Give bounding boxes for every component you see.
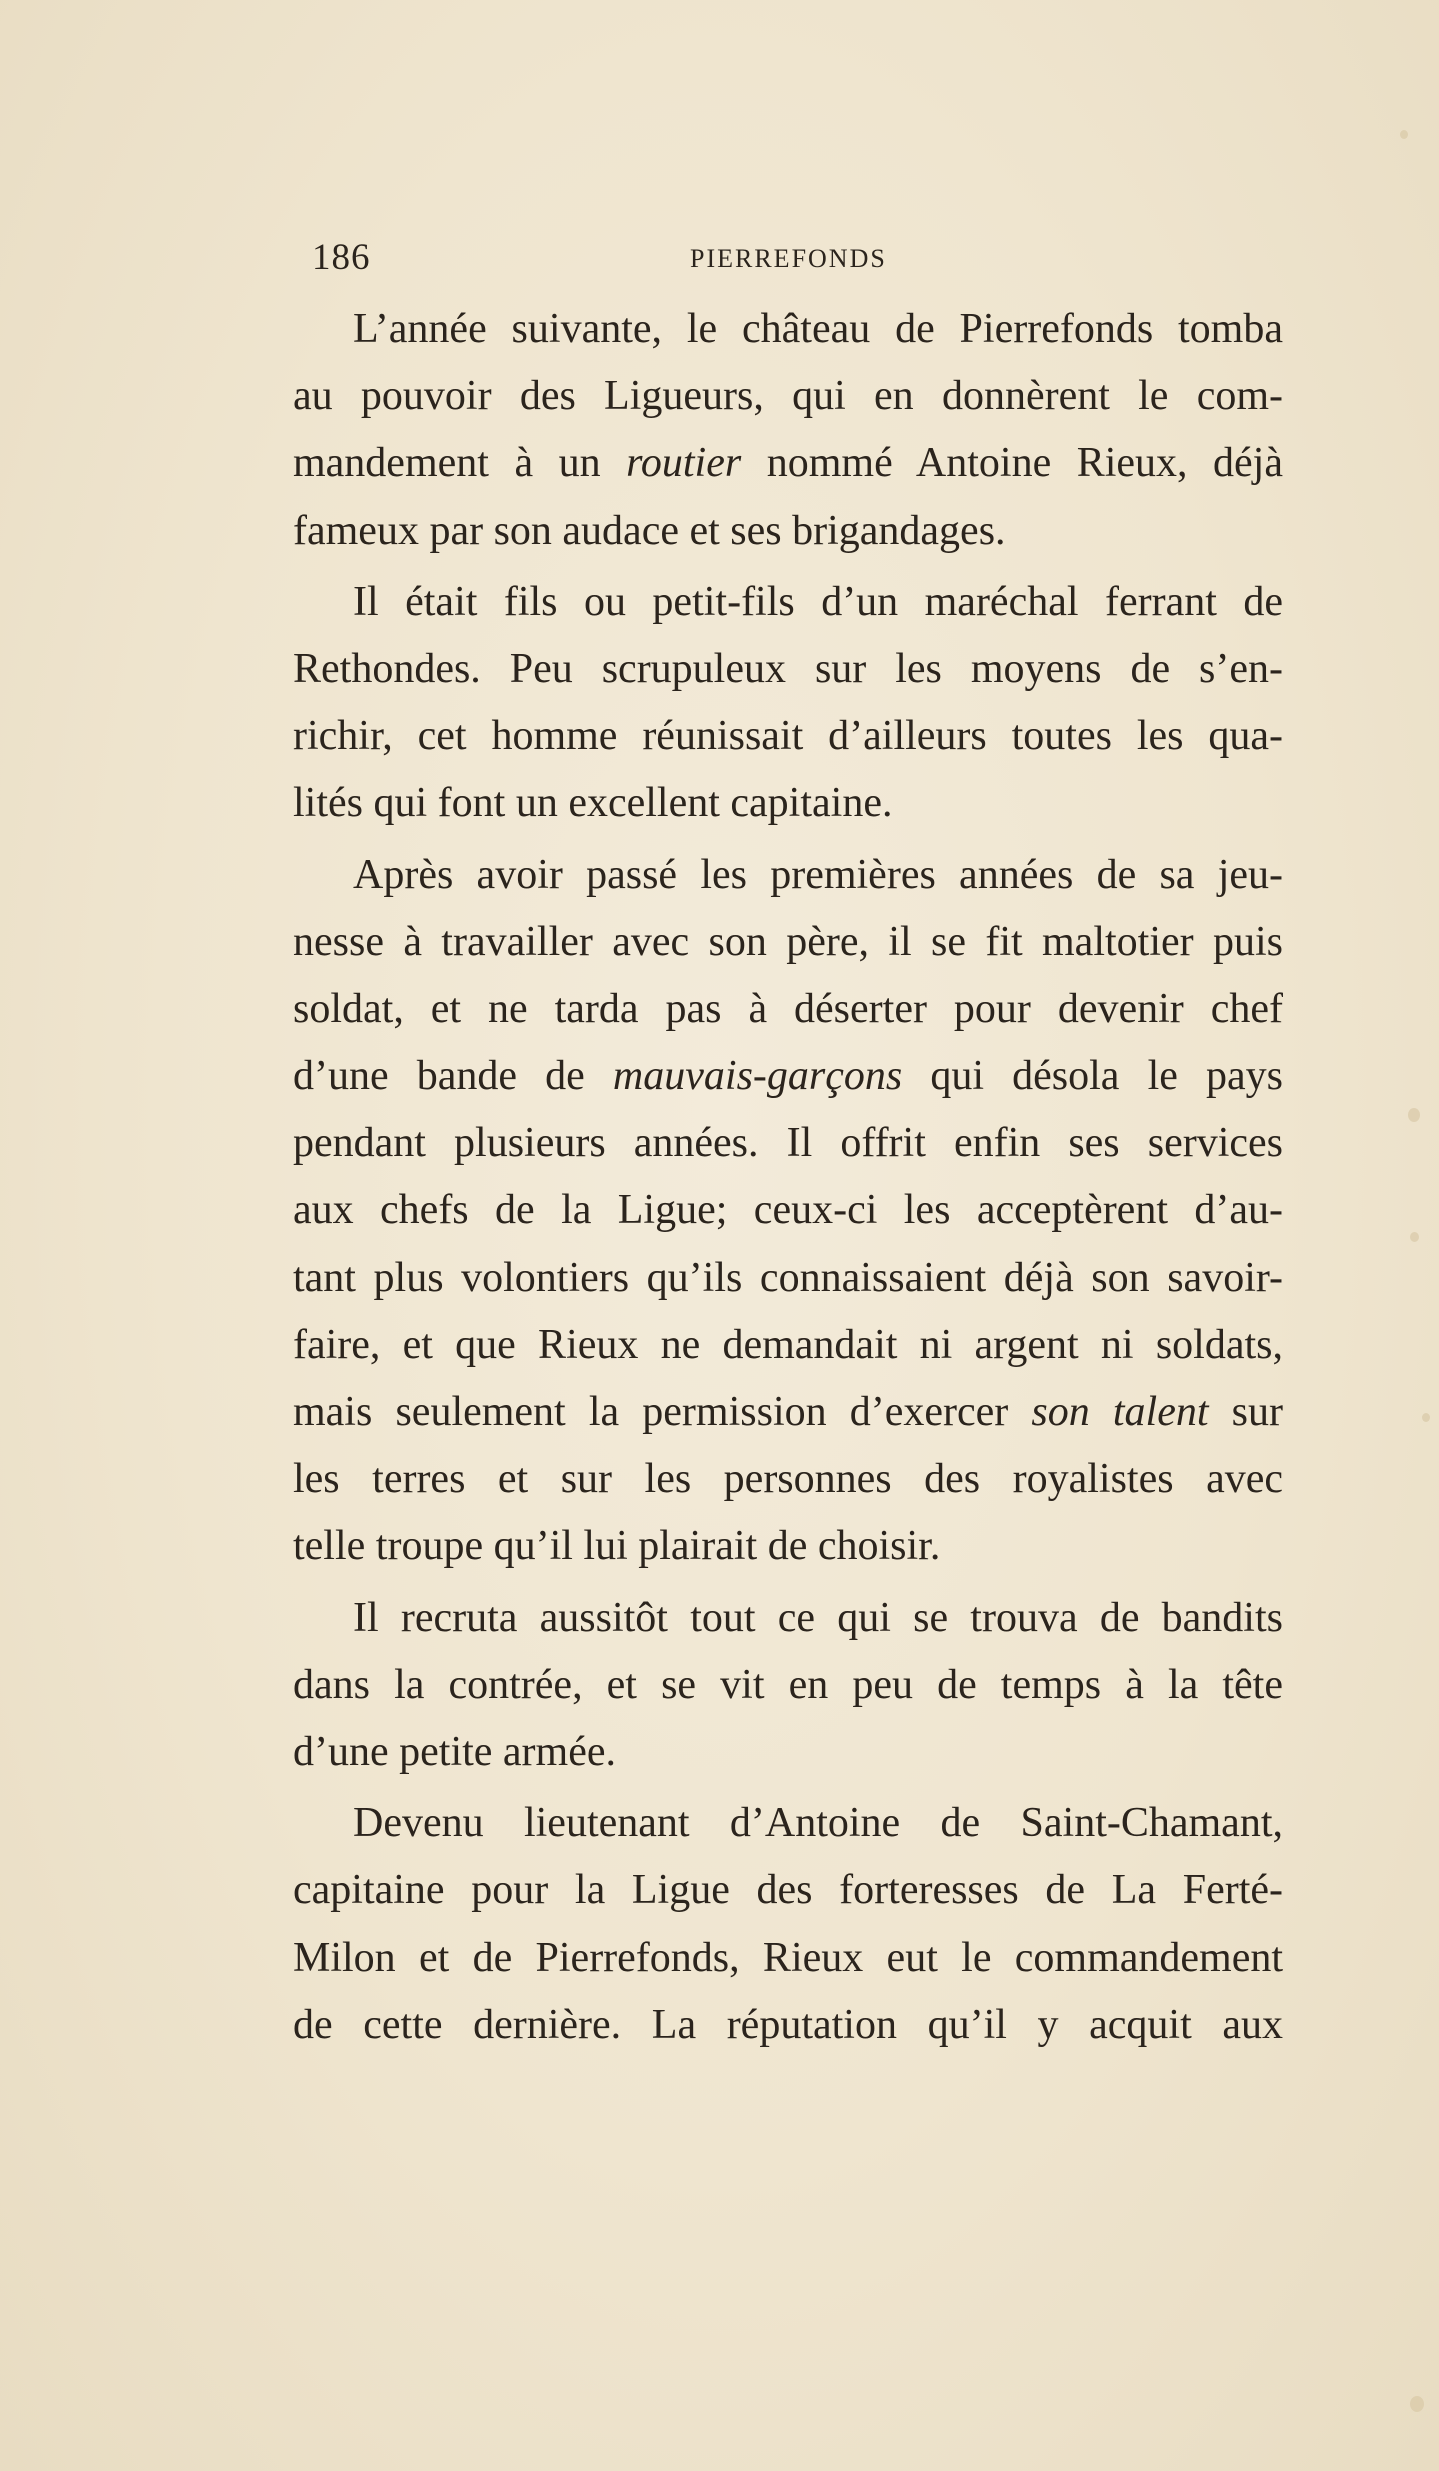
text-line: Il recruta aussitôt tout ce qui se trouva de bandits xyxy=(353,1594,1283,1641)
text-line: faire, et que Rieux ne demandait ni argent ni soldats, xyxy=(293,1321,1283,1368)
text-line: soldat, et ne tarda pas à déserter pour devenir chef xyxy=(293,985,1283,1032)
body-text xyxy=(293,296,1283,2059)
text-line: capitaine pour la Ligue des forteresses de La Ferté- xyxy=(293,1867,1283,1914)
page-number: 186 xyxy=(312,237,371,278)
foxing-spot xyxy=(1408,1108,1420,1122)
text-line: richir, cet homme réunissait d’ailleurs toutes les qua- xyxy=(293,713,1283,760)
text-line: les terres et sur les personnes des royalistes avec xyxy=(293,1456,1283,1503)
paragraph xyxy=(293,842,1283,1581)
text-line: d’une petite armée. xyxy=(293,1728,616,1775)
paragraph xyxy=(293,296,1283,565)
text-line: nesse à travailler avec son père, il se fit maltotier puis xyxy=(293,918,1283,965)
foxing-spot xyxy=(1400,130,1408,139)
paragraph xyxy=(293,569,1283,838)
text-line: Milon et de Pierrefonds, Rieux eut le commandement xyxy=(293,1934,1283,1981)
text-line: tant plus volontiers qu’ils connaissaient déjà son savoir- xyxy=(293,1254,1283,1301)
text-line: de cette dernière. La réputation qu’il y acquit aux xyxy=(293,2001,1283,2048)
foxing-spot xyxy=(1422,1413,1430,1422)
text-line: lités qui font un excellent capitaine. xyxy=(293,780,893,827)
text-line: pendant plusieurs années. Il offrit enfin ses services xyxy=(293,1120,1283,1167)
paragraph xyxy=(293,1585,1283,1787)
running-head: PIERREFONDS xyxy=(690,244,887,273)
italic-term: mauvais-garçons xyxy=(612,1053,903,1100)
text-line: aux chefs de la Ligue; ceux-ci les acceptèrent d’au- xyxy=(293,1187,1283,1234)
text-line: mais seulement la permission d’exercer son talent sur xyxy=(293,1389,1283,1435)
foxing-spot xyxy=(1410,2396,1424,2412)
foxing-spot xyxy=(1410,1232,1419,1242)
italic-term: son talent xyxy=(1031,1389,1209,1435)
page-header xyxy=(300,236,1300,286)
text-line: Après avoir passé les premières années de sa jeu- xyxy=(353,851,1283,898)
text-line: Rethondes. Peu scrupuleux sur les moyens de s’en- xyxy=(293,645,1283,692)
text-line: fameux par son audace et ses brigandages. xyxy=(293,507,1006,554)
text-line: d’une bande de mauvais-garçons qui désola le pays xyxy=(293,1053,1283,1100)
paragraph xyxy=(293,1790,1283,2059)
text-line: Il était fils ou petit-fils d’un maréchal ferrant de xyxy=(353,578,1283,625)
text-line: L’année suivante, le château de Pierrefonds tomba xyxy=(353,306,1283,352)
text-line: telle troupe qu’il lui plairait de choisir. xyxy=(293,1523,941,1570)
text-line: mandement à un routier nommé Antoine Rieux, déjà xyxy=(293,440,1283,487)
text-line: dans la contrée, et se vit en peu de temps à la tête xyxy=(293,1661,1283,1708)
italic-term: routier xyxy=(626,440,742,487)
text-line: au pouvoir des Ligueurs, qui en donnèrent le com- xyxy=(293,373,1283,420)
text-line: Devenu lieutenant d’Antoine de Saint-Chamant, xyxy=(353,1800,1283,1847)
